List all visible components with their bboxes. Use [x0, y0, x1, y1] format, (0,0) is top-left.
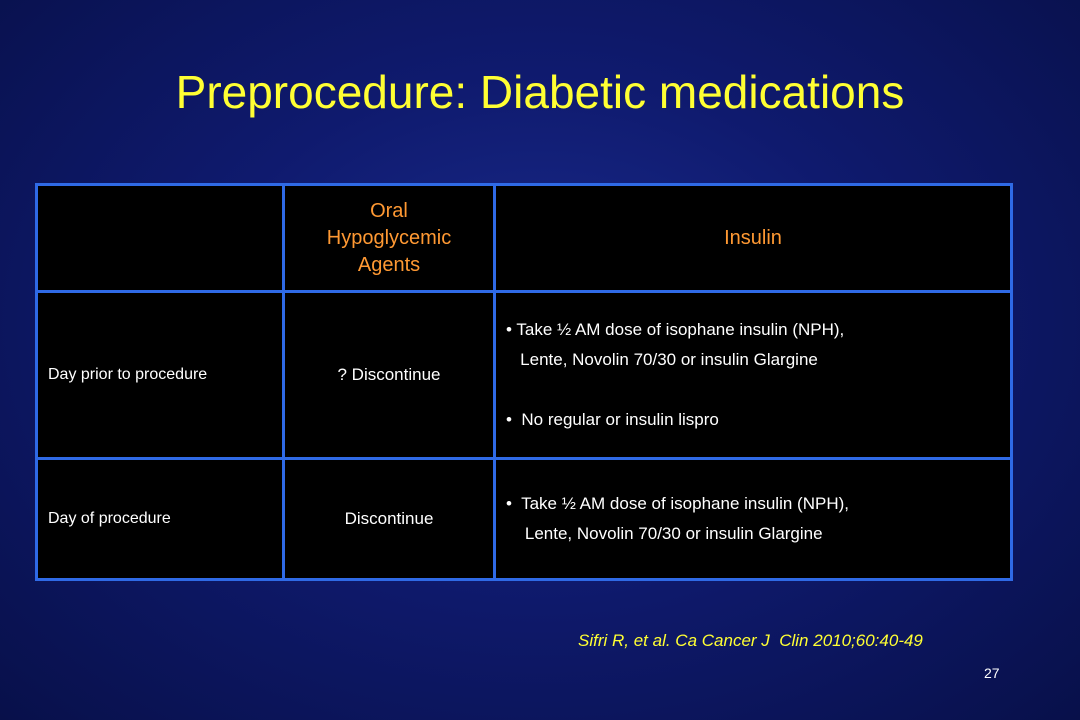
- table-row: [37, 459, 1012, 580]
- oral-agents-cell: ? Discontinue: [284, 292, 495, 459]
- table-header-row: [37, 185, 1012, 292]
- insulin-cell: [495, 292, 1012, 459]
- row-label: Day prior to procedure: [37, 292, 284, 459]
- medication-table: [35, 183, 1013, 581]
- header-oral-line: Oral: [370, 199, 408, 222]
- insulin-line: Lente, Novolin 70/30 or insulin Glargine: [506, 524, 823, 543]
- insulin-line: • No regular or insulin lispro: [506, 410, 719, 429]
- header-empty-cell: [37, 185, 284, 292]
- page-number: 27: [984, 665, 1000, 681]
- insulin-cell: [495, 459, 1012, 580]
- table-row: [37, 292, 1012, 459]
- header-oral-line: Hypoglycemic: [326, 226, 452, 249]
- insulin-line: • Take ½ AM dose of isophane insulin (NPH),: [506, 320, 845, 339]
- citation: Sifri R, et al. Ca Cancer J Clin 2010;60:40-49: [578, 631, 923, 650]
- oral-agents-cell: Discontinue: [284, 459, 495, 580]
- header-oral-line: Agents: [357, 253, 421, 276]
- slide-title: Preprocedure: Diabetic medications: [175, 66, 905, 118]
- insulin-line: Lente, Novolin 70/30 or insulin Glargine: [506, 350, 818, 369]
- header-insulin: Insulin: [495, 185, 1012, 292]
- header-oral-agents: [284, 185, 495, 292]
- row-label: Day of procedure: [37, 459, 284, 580]
- insulin-line: • Take ½ AM dose of isophane insulin (NPH),: [506, 494, 849, 513]
- line-spacer: [506, 375, 1010, 405]
